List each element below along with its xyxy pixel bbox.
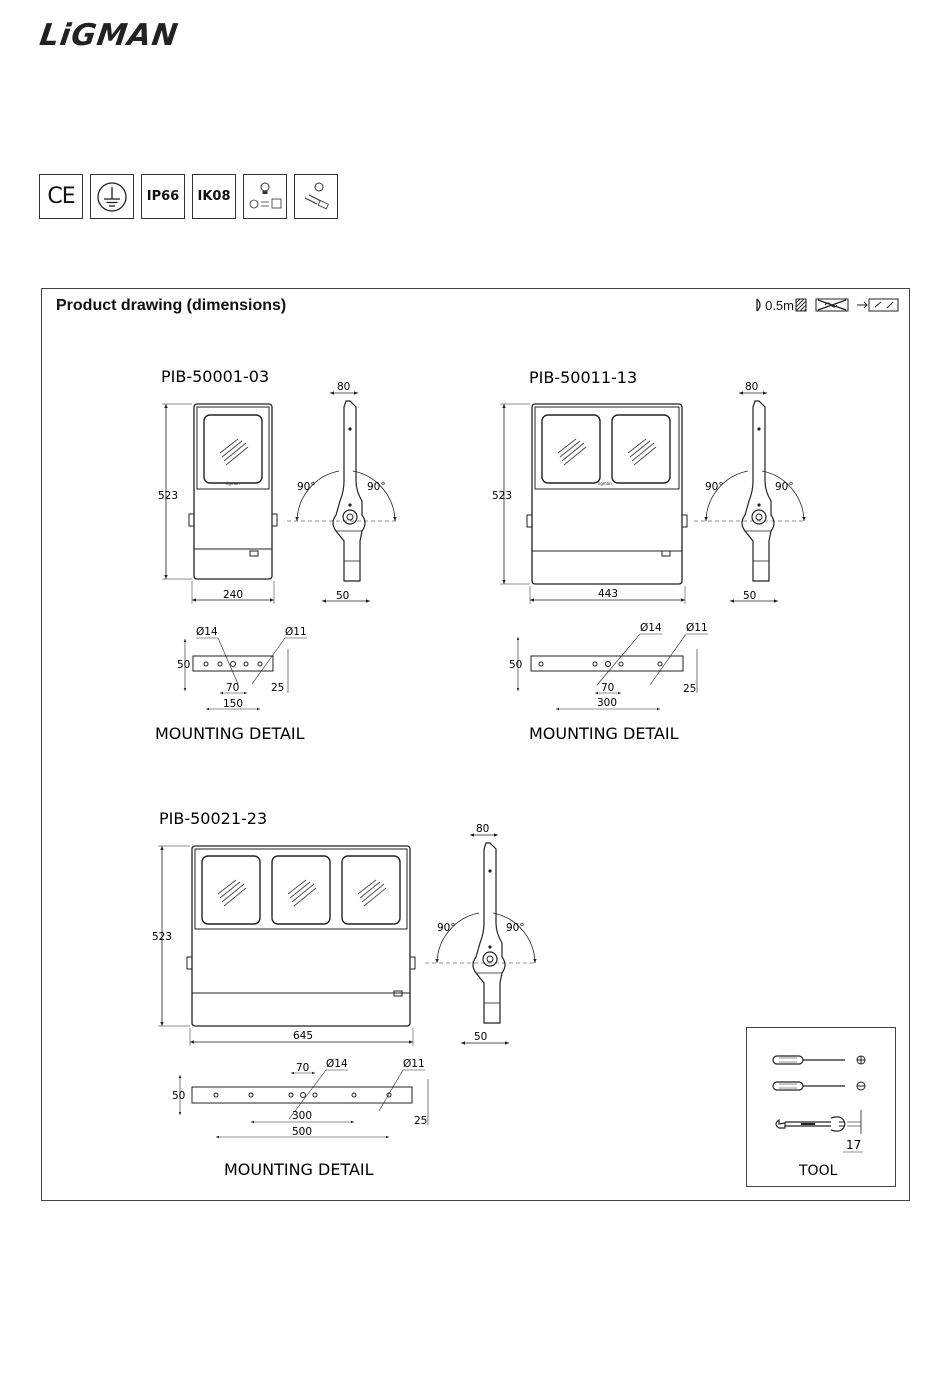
min-distance-label: 0.5m — [765, 297, 794, 313]
spacing-small-dim: 70 — [296, 1062, 310, 1074]
spacing-mid-dim: 300 — [292, 1110, 313, 1122]
tool-icons — [747, 1028, 895, 1186]
driver-replaceable-icon — [294, 174, 338, 219]
ligman-logo: LiGMAN — [37, 18, 181, 53]
mount-height-dim: 50 — [509, 659, 523, 671]
hole-small-dim: Ø11 — [285, 626, 307, 638]
ce-mark-icon — [39, 174, 83, 219]
tool-box — [746, 1027, 896, 1187]
angle-right: 90° — [775, 481, 794, 493]
hole-large-dim: Ø14 — [196, 626, 218, 638]
depth-bottom-dim: 50 — [474, 1031, 488, 1043]
mount-height-dim: 50 — [172, 1090, 186, 1102]
mount-height-dim: 50 — [177, 659, 191, 671]
hole-small-dim: Ø11 — [403, 1058, 425, 1070]
wrench-size: 17 — [846, 1138, 862, 1152]
product-drawing-panel — [41, 288, 910, 1201]
hole-small-dim: Ø11 — [686, 622, 708, 634]
model-label: PIB-50021-23 — [159, 809, 268, 828]
tool-caption: TOOL — [799, 1163, 838, 1179]
width-dim: 240 — [223, 589, 244, 601]
drawing-pib-50001-03 — [155, 367, 397, 743]
ik-rating-badge — [192, 174, 236, 219]
panel-title: Product drawing (dimensions) — [56, 297, 287, 314]
depth-bottom-dim: 50 — [743, 590, 757, 602]
hole-large-dim: Ø14 — [326, 1058, 348, 1070]
height-dim: 523 — [492, 490, 513, 502]
angle-right: 90° — [367, 481, 386, 493]
width-dim: 645 — [293, 1030, 314, 1042]
ik-rating-label: IK08 — [197, 189, 231, 204]
mounting-caption: MOUNTING DETAIL — [224, 1160, 374, 1179]
depth-top-dim: 80 — [745, 381, 759, 393]
width-dim: 443 — [598, 588, 619, 600]
height-dim: 523 — [158, 490, 179, 502]
mounting-caption: MOUNTING DETAIL — [529, 724, 679, 743]
angle-left: 90° — [437, 922, 456, 934]
height-dim: 523 — [152, 931, 173, 943]
mount-offset-dim: 25 — [414, 1115, 428, 1127]
hole-large-dim: Ø14 — [640, 622, 662, 634]
svg-text:ligman: ligman — [598, 481, 612, 486]
earth-ground-icon — [90, 174, 134, 219]
angle-right: 90° — [506, 922, 525, 934]
angle-left: 90° — [705, 481, 724, 493]
mounting-caption: MOUNTING DETAIL — [155, 724, 305, 743]
ce-label: CE — [47, 184, 75, 209]
drawing-pib-50021-23 — [152, 809, 537, 1179]
spacing-large-dim: 300 — [597, 697, 618, 709]
mount-offset-dim: 25 — [683, 683, 697, 695]
spacing-large-dim: 500 — [292, 1126, 313, 1138]
model-label: PIB-50011-13 — [529, 368, 638, 387]
spacing-small-dim: 70 — [601, 682, 615, 694]
spacing-large-dim: 150 — [223, 698, 244, 710]
certification-icons — [39, 174, 338, 219]
ip-rating-badge — [141, 174, 185, 219]
ip-rating-label: IP66 — [146, 189, 180, 204]
spacing-small-dim: 70 — [226, 682, 240, 694]
depth-top-dim: 80 — [337, 381, 351, 393]
angle-left: 90° — [297, 481, 316, 493]
mount-offset-dim: 25 — [271, 682, 285, 694]
model-label: PIB-50001-03 — [161, 367, 270, 386]
depth-top-dim: 80 — [476, 823, 490, 835]
lamp-replaceable-icon — [243, 174, 287, 219]
svg-text:ligman: ligman — [226, 481, 240, 486]
depth-bottom-dim: 50 — [336, 590, 350, 602]
drawing-pib-50011-13 — [492, 368, 806, 743]
phillips-screwdriver-icon — [773, 1056, 865, 1064]
flat-screwdriver-icon — [773, 1082, 865, 1090]
